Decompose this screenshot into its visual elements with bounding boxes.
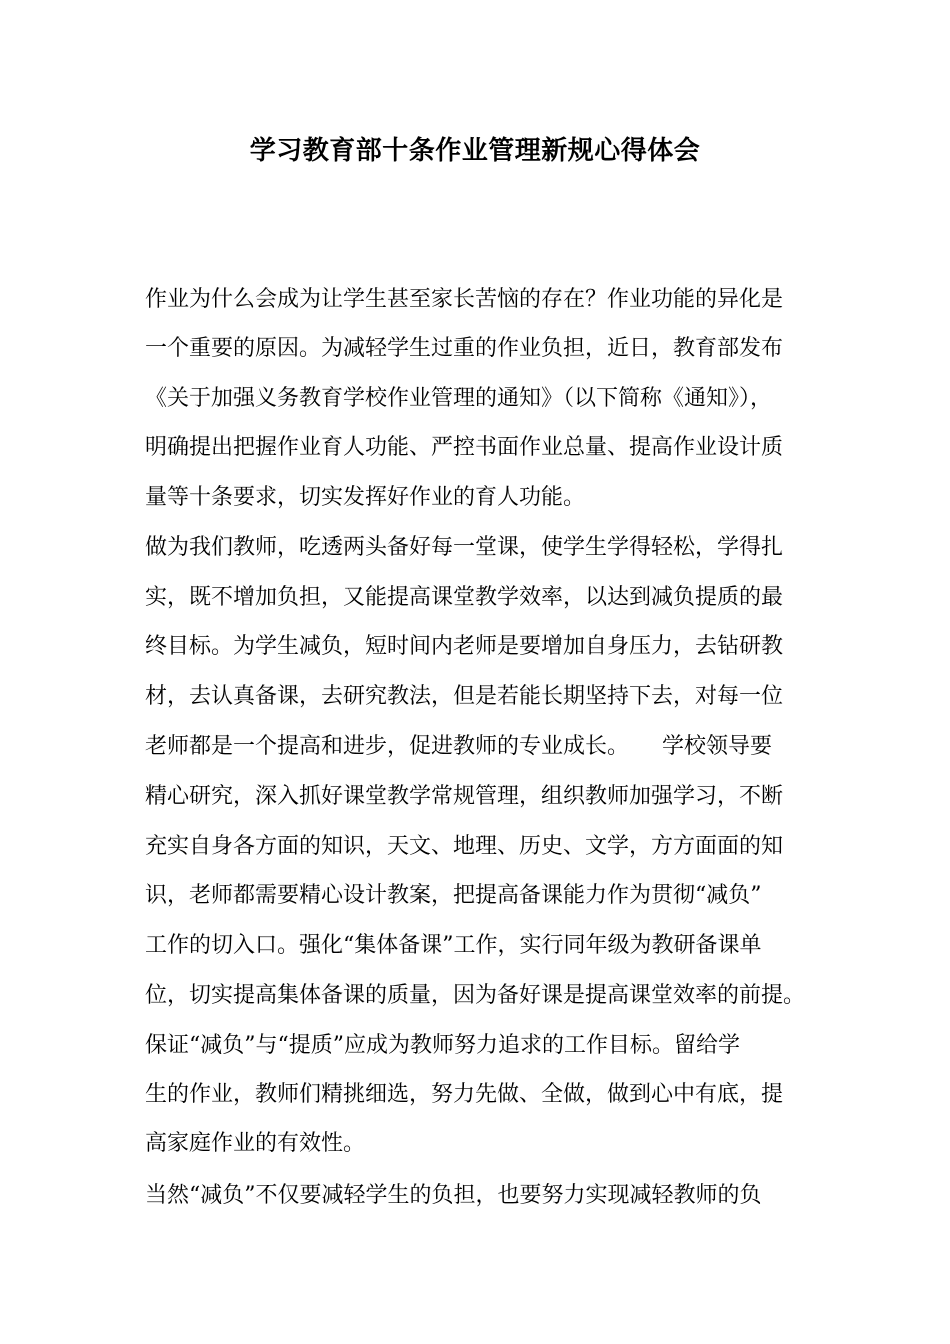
text-line: 明确提出把握作业育人功能、严控书面作业总量、提高作业设计质	[145, 435, 784, 460]
text-line: 当然“减负”不仅要减轻学生的负担，也要努力实现减轻教师的负	[145, 1183, 762, 1208]
text-line: 位，切实提高集体备课的质量，因为备好课是提高课堂效率的前提。	[145, 983, 806, 1008]
text-line: 终目标。为学生减负，短时间内老师是要增加自身压力，去钻研教	[145, 634, 784, 659]
text-line: 作业为什么会成为让学生甚至家长苦恼的存在？作业功能的异化是	[145, 287, 784, 312]
text-line: 工作的切入口。强化“集体备课”工作，实行同年级为教研备课单	[145, 933, 762, 958]
text-line: 保证“减负”与“提质”应成为教师努力追求的工作目标。留给学	[145, 1033, 740, 1058]
text-line: 材，去认真备课，去研究教法，但是若能长期坚持下去，对每一位	[145, 684, 784, 709]
text-line: 识，老师都需要精心设计教案，把提高备课能力作为贯彻“减负”	[145, 883, 762, 908]
text-line: 老师都是一个提高和进步，促进教师的专业成长。 学校领导要	[145, 734, 773, 759]
text-line: 实，既不增加负担，又能提高课堂教学效率，以达到减负提质的最	[145, 585, 784, 610]
text-line: 精心研究，深入抓好课堂教学常规管理，组织教师加强学习，不断	[145, 784, 784, 809]
text-line: 一个重要的原因。为减轻学生过重的作业负担，近日，教育部发布	[145, 336, 784, 361]
document-title: 学习教育部十条作业管理新规心得体会	[249, 136, 701, 166]
text-line: 量等十条要求，切实发挥好作业的育人功能。	[145, 485, 586, 510]
text-line: 高家庭作业的有效性。	[145, 1131, 366, 1156]
text-line: 充实自身各方面的知识，天文、地理、历史、文学，方方面面的知	[145, 834, 784, 859]
text-line: 做为我们教师，吃透两头备好每一堂课，使学生学得轻松，学得扎	[145, 535, 784, 560]
text-line: 生的作业，教师们精挑细选，努力先做、全做，做到心中有底，提	[145, 1082, 784, 1107]
text-line: 《关于加强义务教育学校作业管理的通知》（以下简称《通知》），	[145, 386, 773, 411]
